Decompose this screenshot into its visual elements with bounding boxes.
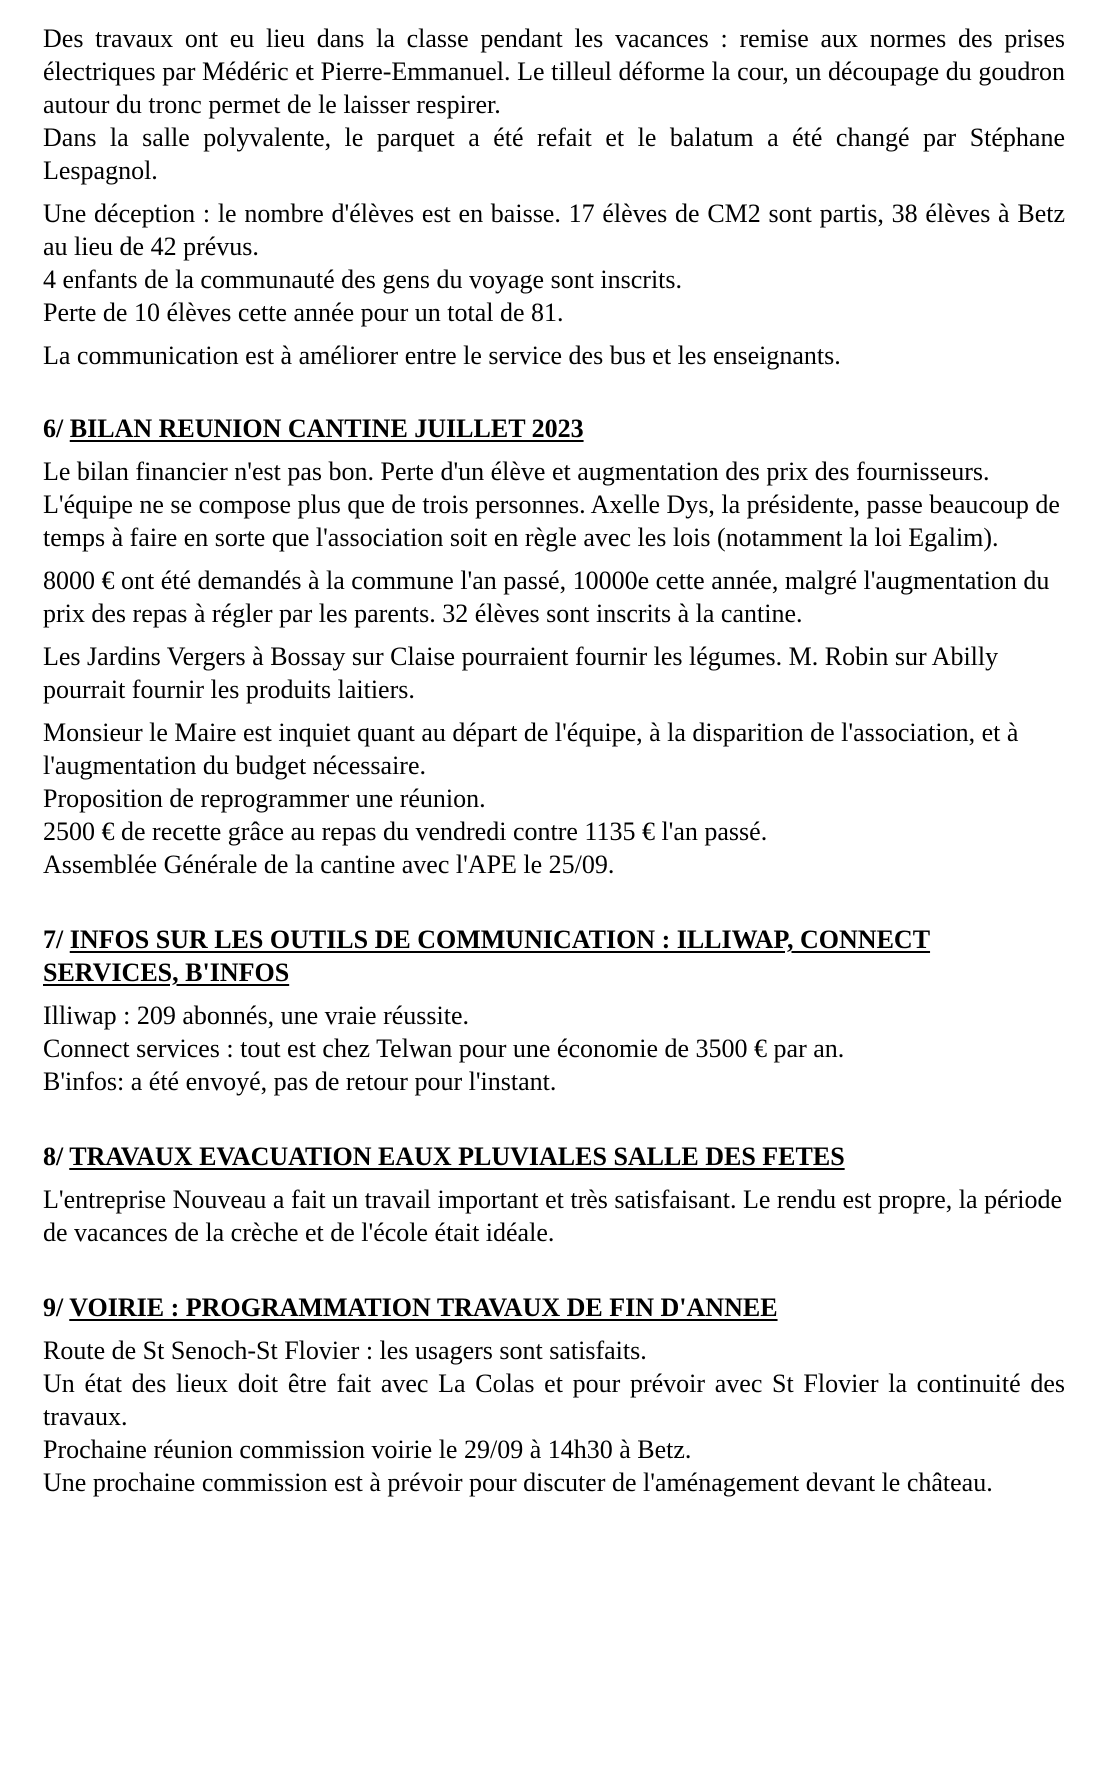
section-paragraph [43,1183,1065,1249]
section-text: Le bilan financier n'est pas bon. Perte d'un élève et augmentation des prix des fournisseurs. [43,457,990,486]
intro-text: La communication est à améliorer entre le service des bus et les enseignants. [43,341,841,370]
section-text: Connect services : tout est chez Telwan pour une économie de 3500 € par an. [43,1034,845,1063]
section-text: Route de St Senoch-St Flovier : les usagers sont satisfaits. [43,1336,647,1365]
section-text: Prochaine réunion commission voirie le 29/09 à 14h30 à Betz. [43,1435,692,1464]
section-paragraph [43,1334,1065,1499]
section-paragraph [43,455,1065,554]
section-text: L'entreprise Nouveau a fait un travail important et très satisfaisant. Le rendu est propre, la période de vacances de la crèche et de l'école était idéale. [43,1185,1063,1247]
section-text: L'équipe ne se compose plus que de trois personnes. Axelle Dys, la présidente, passe beaucoup de temps à faire en sorte que l'association soit en règle avec les lois (notamment la loi Egalim). [43,490,1060,552]
section-heading [43,923,1065,989]
section-heading [43,1291,1065,1324]
section-title-continued: SERVICES, B'INFOS [43,958,290,987]
section-paragraph [43,716,1065,881]
section-8 [43,1140,1065,1249]
section-number: 8/ [43,1142,64,1171]
section-text: 2500 € de recette grâce au repas du vendredi contre 1135 € l'an passé. [43,817,768,846]
section-text: Monsieur le Maire est inquiet quant au départ de l'équipe, à la disparition de l'association, et à l'augmentation du budget nécessaire. [43,718,1019,780]
section-text: Illiwap : 209 abonnés, une vraie réussite. [43,1001,469,1030]
section-7 [43,923,1065,1098]
intro-text: 4 enfants de la communauté des gens du voyage sont inscrits. [43,265,683,294]
section-text: Un état des lieux doit être fait avec La Colas et pour prévoir avec St Flovier la continuité des travaux. [43,1369,1065,1431]
section-6 [43,412,1065,881]
section-paragraph [43,999,1065,1098]
section-number: 6/ [43,414,64,443]
section-text: Proposition de reprogrammer une réunion. [43,784,486,813]
intro-text: Dans la salle polyvalente, le parquet a été refait et le balatum a été changé par Stéphane Lespagnol. [43,123,1065,185]
section-number: 9/ [43,1293,64,1322]
section-title: BILAN REUNION CANTINE JUILLET 2023 [69,414,584,443]
section-9 [43,1291,1065,1499]
section-text: B'infos: a été envoyé, pas de retour pour l'instant. [43,1067,557,1096]
intro-text: Une déception : le nombre d'élèves est en baisse. 17 élèves de CM2 sont partis, 38 élèves à Betz au lieu de 42 prévus. [43,199,1065,261]
intro-paragraph-works [43,0,1065,187]
section-text: Une prochaine commission est à prévoir pour discuter de l'aménagement devant le château. [43,1468,993,1497]
section-text: 8000 € ont été demandés à la commune l'an passé, 10000e cette année, malgré l'augmentation du prix des repas à régler par les parents. 32 élèves sont inscrits à la cantine. [43,566,1050,628]
intro-paragraph-pupils [43,197,1065,329]
section-heading [43,412,1065,445]
section-text: Assemblée Générale de la cantine avec l'APE le 25/09. [43,850,615,879]
section-number: 7/ [43,925,64,954]
section-title: INFOS SUR LES OUTILS DE COMMUNICATION : ILLIWAP, CONNECT [69,925,931,954]
section-paragraph [43,640,1065,706]
section-heading [43,1140,1065,1173]
section-paragraph [43,564,1065,630]
section-title: TRAVAUX EVACUATION EAUX PLUVIALES SALLE DES FETES [69,1142,845,1171]
intro-text: Perte de 10 élèves cette année pour un total de 81. [43,298,564,327]
intro-text: Des travaux ont eu lieu dans la classe pendant les vacances : remise aux normes des prises électriques par Médéric et Pierre-Emmanuel. Le tilleul déforme la cour, un découpage du goudron autour du tronc permet de le laisser respirer. [43,24,1065,119]
section-title: VOIRIE : PROGRAMMATION TRAVAUX DE FIN D'ANNEE [69,1293,778,1322]
section-text: Les Jardins Vergers à Bossay sur Claise pourraient fournir les légumes. M. Robin sur Abilly pourrait fournir les produits laitiers. [43,642,999,704]
intro-paragraph-communication [43,339,1065,372]
